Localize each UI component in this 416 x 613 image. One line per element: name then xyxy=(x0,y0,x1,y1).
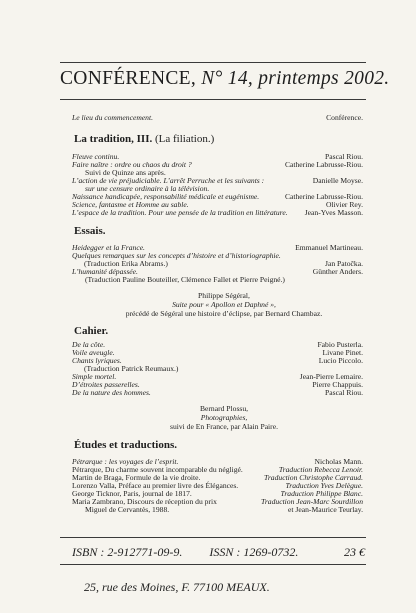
section-subheading: (La filiation.) xyxy=(155,133,215,145)
footer-rule-top xyxy=(60,537,366,538)
section-heading-tradition: La tradition, III. (La filiation.) xyxy=(74,133,215,145)
top-rule xyxy=(60,62,366,63)
isbn-line xyxy=(72,545,365,560)
title-roman: CONFÉRENCE, xyxy=(60,68,202,89)
journal-title xyxy=(60,68,390,90)
address: 25, rue des Moines, F. 77100 MEAUX. xyxy=(84,580,270,594)
section-heading-cahier: Cahier. xyxy=(74,325,109,337)
isbn: ISBN : 2-912771-09-9. xyxy=(72,545,183,559)
featured-block-segeral: Philippe Ségéral, Suite pour « Apollon et Daphné », précédé de Ségéral une histoire d’éclipse, par Bernard Chambaz. xyxy=(125,291,323,318)
issn: ISSN : 1269-0732. xyxy=(209,545,299,559)
title-issue: N° 14, printemps 2002. xyxy=(201,68,390,89)
price: 23 € xyxy=(344,545,365,559)
toc-author: Conférence. xyxy=(326,113,363,122)
section-heading-essais: Essais. xyxy=(74,225,106,237)
title-rule xyxy=(60,99,366,100)
featured-block-plossu: Bernard Plossu, Photographies, suivi de En France, par Alain Paire. xyxy=(170,404,278,431)
footer-rule-bottom xyxy=(60,564,366,565)
toc-title: Le lieu du commencement. xyxy=(72,113,153,122)
section-heading-etudes: Études et traductions. xyxy=(74,439,177,451)
